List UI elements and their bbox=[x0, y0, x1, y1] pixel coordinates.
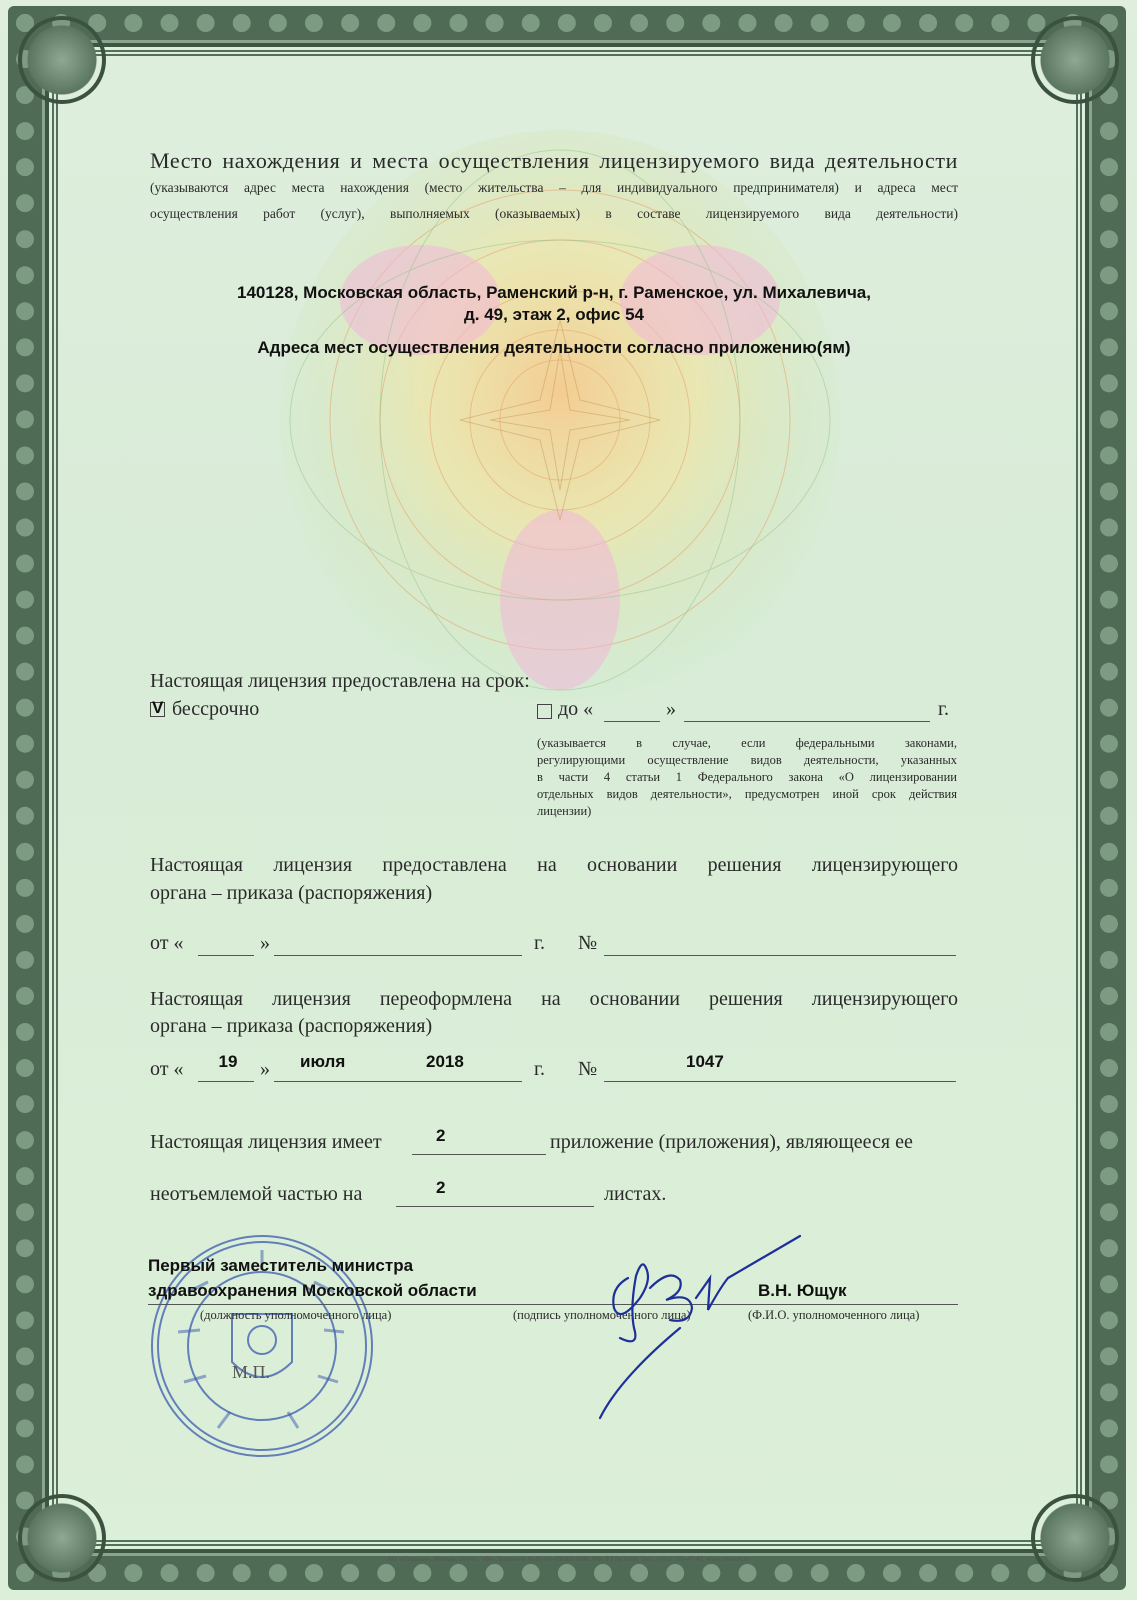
appendix-sheets: 2 bbox=[436, 1178, 446, 1197]
mp-mark: М.П. bbox=[232, 1362, 271, 1382]
until-checkbox bbox=[537, 704, 552, 719]
header-hint-line1: (указываются адрес места нахождения (место жительства – для индивидуального предпринимателя) и адреса мест bbox=[150, 180, 958, 195]
unlimited-label: бессрочно bbox=[172, 698, 260, 720]
address-line1: 140128, Московская область, Раменский р-н, г. Раменское, ул. Михалевича, bbox=[236, 283, 871, 302]
appendix-text3: неотъемлемой частью на bbox=[150, 1183, 363, 1205]
basis-number-sign: № bbox=[578, 932, 598, 954]
term-hint-line1: (указывается в случае, если федеральными законами, bbox=[537, 736, 957, 750]
term-hint-line3: в части 4 статьи 1 Федерального закона «О лицензировании bbox=[537, 770, 957, 784]
appendix-text1: Настоящая лицензия имеет bbox=[150, 1131, 382, 1153]
unlimited-checkbox bbox=[150, 698, 165, 717]
reissue-from: от « bbox=[150, 1058, 184, 1080]
term-label: Настоящая лицензия предоставлена на срок: bbox=[150, 670, 530, 692]
term-hint-line4: отдельных видов деятельности», предусмотрен иной срок действия bbox=[537, 787, 957, 801]
header-hint-line2: осуществления работ (услуг), выполняемых (оказываемых) в составе лицензируемого вида деятельности) bbox=[150, 206, 958, 221]
address-note: Адреса мест осуществления деятельности согласно приложению(ям) bbox=[257, 338, 851, 357]
basis-year-suffix: г. bbox=[534, 932, 545, 954]
signer-position-line2: здравоохранения Московской области bbox=[148, 1281, 477, 1300]
signer-position-line1: Первый заместитель министра bbox=[148, 1256, 414, 1275]
address-line2: д. 49, этаж 2, офис 54 bbox=[463, 305, 644, 324]
reissue-number-line bbox=[604, 1081, 956, 1082]
basis-quote-close: » bbox=[260, 932, 270, 954]
reissue-number: 1047 bbox=[686, 1052, 724, 1071]
until-day-line bbox=[604, 721, 660, 722]
reissue-number-sign: № bbox=[578, 1058, 598, 1080]
handwritten-signature-icon bbox=[580, 1228, 820, 1428]
basis-line1: Настоящая лицензия предоставлена на основании решения лицензирующего bbox=[150, 854, 958, 876]
basis-line2: органа – приказа (распоряжения) bbox=[150, 882, 433, 904]
basis-number-line bbox=[604, 955, 956, 956]
basis-day-line bbox=[198, 955, 254, 956]
until-prefix: до « bbox=[558, 698, 594, 720]
basis-month-line bbox=[274, 955, 522, 956]
appendix-text4: листах. bbox=[604, 1183, 667, 1205]
caption-signature: (подпись уполномоченного лица) bbox=[513, 1308, 691, 1322]
printer-imprint: АО «Опцион», Москва, 2016 г., «Б». Лицензия № 05-05-09/003 ФНС РФ, ТЗ № 1268, Тел.: (495) 726-47-42, www.opcion.ru bbox=[387, 1555, 750, 1563]
term-hint-line2: регулирующими осуществление видов деятельности, указанных bbox=[537, 753, 957, 767]
until-month-line bbox=[684, 721, 930, 722]
reissue-year: 2018 bbox=[426, 1052, 464, 1071]
caption-position: (должность уполномоченного лица) bbox=[200, 1308, 392, 1322]
reissue-month: июля bbox=[300, 1052, 346, 1071]
reissue-month-line bbox=[274, 1081, 522, 1082]
signer-name: В.Н. Ющук bbox=[758, 1281, 847, 1300]
reissue-line2: органа – приказа (распоряжения) bbox=[150, 1015, 433, 1037]
appendix-text2: приложение (приложения), являющееся ее bbox=[550, 1131, 913, 1153]
check-mark-icon: V bbox=[152, 698, 164, 717]
section-title: Место нахождения и места осуществления лицензируемого вида деятельности bbox=[150, 148, 958, 173]
signature-line bbox=[148, 1304, 958, 1305]
caption-name: (Ф.И.О. уполномоченного лица) bbox=[748, 1308, 920, 1322]
reissue-line1: Настоящая лицензия переоформлена на основании решения лицензирующего bbox=[150, 988, 958, 1010]
until-suffix: г. bbox=[938, 698, 949, 720]
reissue-quote-close: » bbox=[260, 1058, 270, 1080]
appendix-count: 2 bbox=[436, 1126, 446, 1145]
reissue-day: 19 bbox=[218, 1052, 238, 1071]
appendix-sheets-line bbox=[396, 1206, 594, 1207]
basis-from: от « bbox=[150, 932, 184, 954]
until-mid: » bbox=[666, 698, 676, 720]
term-hint-line5: лицензии) bbox=[537, 804, 592, 818]
appendix-count-line bbox=[412, 1154, 546, 1155]
reissue-day-line bbox=[198, 1081, 254, 1082]
reissue-year-suffix: г. bbox=[534, 1058, 545, 1080]
